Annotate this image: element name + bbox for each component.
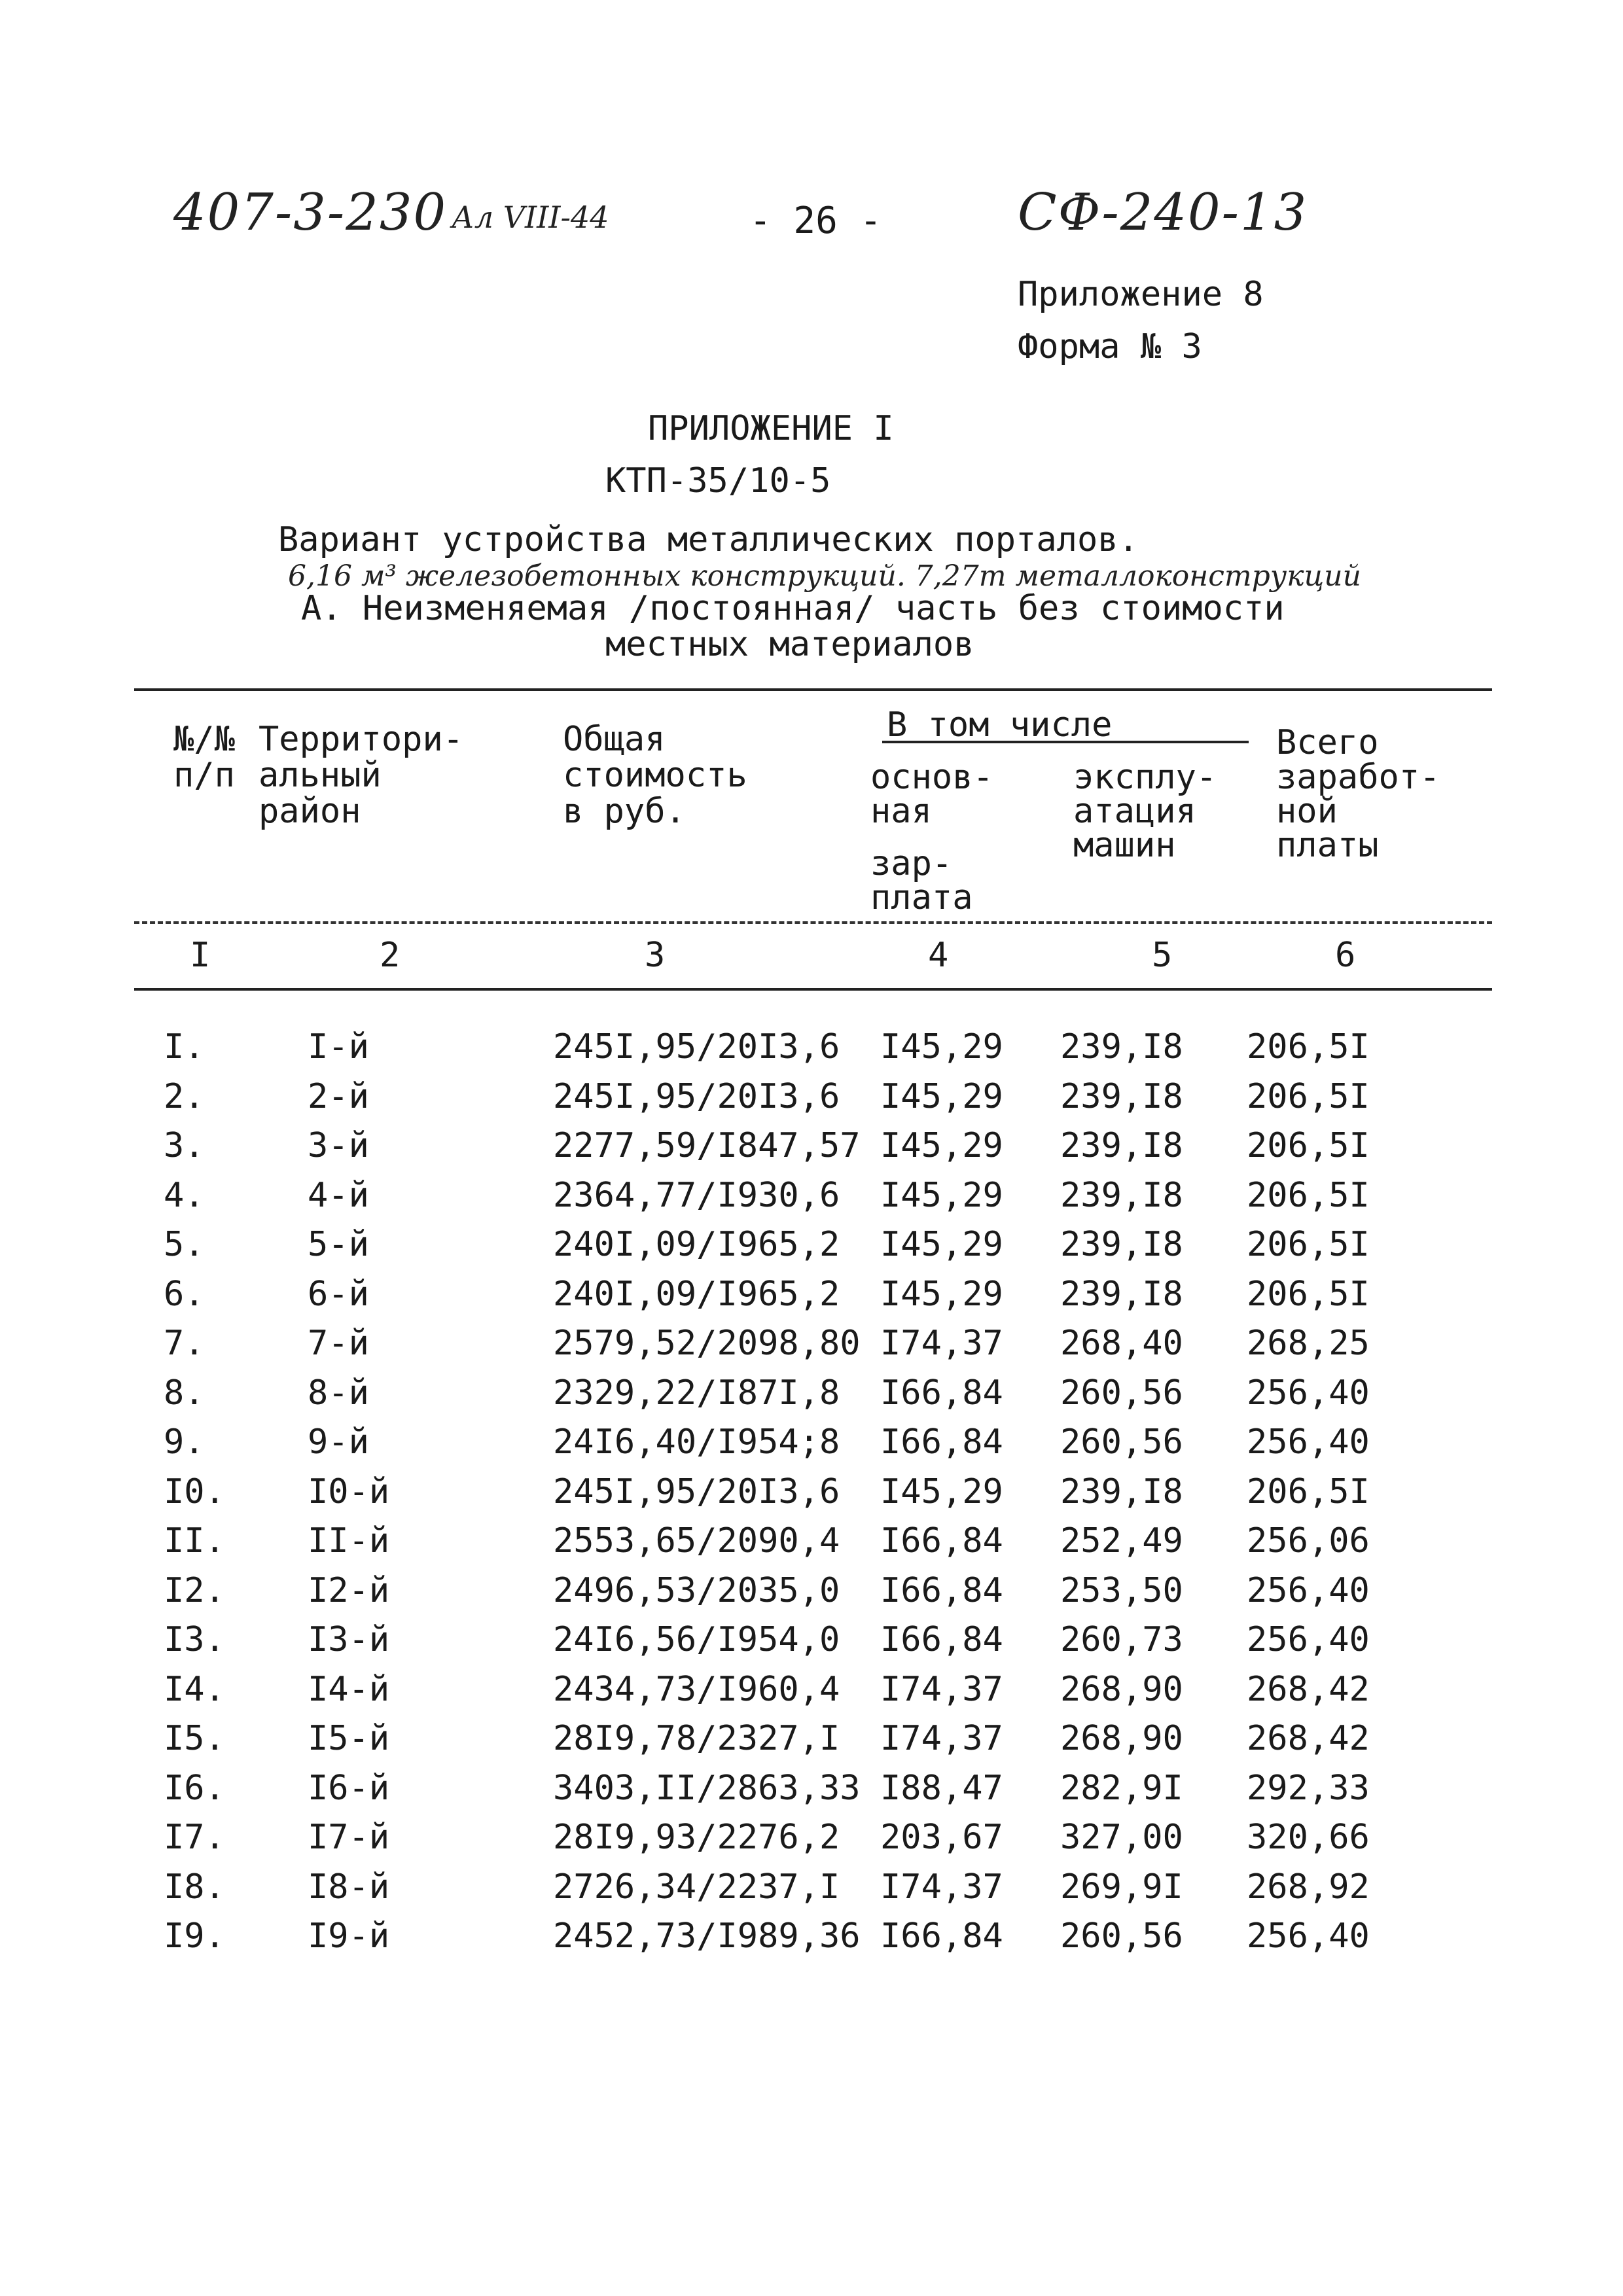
basic-wage-cell: I66,84 [880, 1422, 1003, 1462]
row-number: 7. [164, 1324, 205, 1363]
header-group: В том числе [887, 705, 1113, 745]
total-wage-cell: 206,5I [1247, 1076, 1370, 1116]
total-cost-cell: 28I9,93/2276,2 [553, 1818, 840, 1857]
variant-title: Вариант устройства металлических порталов. [278, 520, 1139, 559]
page-number: - 26 - [749, 200, 882, 242]
total-cost-cell: 28I9,78/2327,I [553, 1719, 840, 1758]
region-cell: I4-й [308, 1669, 390, 1709]
region-cell: 9-й [308, 1422, 369, 1462]
album-code: Ал VIII-44 [452, 200, 609, 235]
appendix-reference: Приложение 8 [1018, 275, 1264, 314]
machine-cost-cell: 239,I8 [1060, 1274, 1183, 1314]
column-number: 2 [380, 936, 401, 975]
document-code: 407-3-230 [173, 183, 448, 242]
header-bottom-rule [134, 921, 1492, 924]
basic-wage-cell: I45,29 [880, 1274, 1003, 1314]
region-cell: I9-й [308, 1916, 390, 1956]
row-number: I0. [164, 1472, 225, 1511]
total-cost-cell: 2553,65/2090,4 [553, 1521, 840, 1561]
total-wage-cell: 206,5I [1247, 1225, 1370, 1264]
machine-cost-cell: 252,49 [1060, 1521, 1183, 1561]
basic-wage-cell: I45,29 [880, 1472, 1003, 1511]
total-cost-cell: 2452,73/I989,36 [553, 1916, 861, 1956]
machine-cost-cell: 268,90 [1060, 1669, 1183, 1709]
column-numbers-rule [134, 988, 1492, 991]
region-cell: 7-й [308, 1324, 369, 1363]
total-cost-cell: 2364,77/I930,6 [553, 1175, 840, 1215]
row-number: I6. [164, 1768, 225, 1808]
header-basic-line2: ная [870, 792, 932, 831]
row-number: I2. [164, 1570, 225, 1610]
machine-cost-cell: 260,56 [1060, 1373, 1183, 1413]
row-number: I8. [164, 1867, 225, 1907]
total-cost-cell: 2434,73/I960,4 [553, 1669, 840, 1709]
row-number: 6. [164, 1274, 205, 1314]
part-description-cont: местных материалов [605, 625, 974, 664]
row-number: I4. [164, 1669, 225, 1709]
total-cost-cell: 240I,09/I965,2 [553, 1274, 840, 1314]
machine-cost-cell: 239,I8 [1060, 1472, 1183, 1511]
total-cost-cell: 24I6,56/I954,0 [553, 1620, 840, 1659]
total-cost-cell: 2277,59/I847,57 [553, 1126, 861, 1165]
header-machines-line1: эксплу- [1073, 758, 1217, 797]
header-region-line2: альный [259, 756, 382, 795]
machine-cost-cell: 239,I8 [1060, 1076, 1183, 1116]
region-cell: 2-й [308, 1076, 369, 1116]
total-wage-cell: 256,40 [1247, 1620, 1370, 1659]
row-number: I3. [164, 1620, 225, 1659]
header-region-line1: Территори- [259, 720, 464, 759]
basic-wage-cell: I66,84 [880, 1570, 1003, 1610]
total-cost-cell: 245I,95/20I3,6 [553, 1076, 840, 1116]
region-cell: I2-й [308, 1570, 390, 1610]
region-cell: 5-й [308, 1225, 369, 1264]
header-basic-line3: зар- [870, 844, 953, 883]
total-cost-cell: 2579,52/2098,80 [553, 1324, 861, 1363]
region-cell: I0-й [308, 1472, 390, 1511]
substation-type: КТП-35/10-5 [605, 461, 831, 501]
basic-wage-cell: I45,29 [880, 1175, 1003, 1215]
header-total-line3: в руб. [563, 792, 686, 831]
total-cost-cell: 2726,34/2237,I [553, 1867, 840, 1907]
row-number: I9. [164, 1916, 225, 1956]
total-wage-cell: 206,5I [1247, 1175, 1370, 1215]
total-cost-cell: 240I,09/I965,2 [553, 1225, 840, 1264]
basic-wage-cell: I74,37 [880, 1324, 1003, 1363]
row-number: I7. [164, 1818, 225, 1857]
region-cell: I7-й [308, 1818, 390, 1857]
machine-cost-cell: 268,90 [1060, 1719, 1183, 1758]
basic-wage-cell: I66,84 [880, 1373, 1003, 1413]
region-cell: I3-й [308, 1620, 390, 1659]
header-wages-line2: заработ- [1276, 758, 1440, 797]
total-wage-cell: 268,42 [1247, 1719, 1370, 1758]
column-number: 4 [928, 936, 949, 975]
header-basic-line4: плата [870, 878, 973, 917]
column-number: 6 [1335, 936, 1356, 975]
basic-wage-cell: I66,84 [880, 1620, 1003, 1659]
column-number: I [190, 936, 211, 975]
form-reference: Форма № 3 [1018, 327, 1202, 366]
machine-cost-cell: 239,I8 [1060, 1225, 1183, 1264]
machine-cost-cell: 239,I8 [1060, 1126, 1183, 1165]
total-wage-cell: 256,40 [1247, 1422, 1370, 1462]
machine-cost-cell: 260,56 [1060, 1916, 1183, 1956]
region-cell: I-й [308, 1027, 369, 1067]
handwritten-quantities: 6,16 м³ железобетонных конструкций. 7,27т металлоконструкций [288, 559, 1361, 593]
row-number: II. [164, 1521, 225, 1561]
header-num-line1: №/№ [173, 720, 235, 759]
row-number: I5. [164, 1719, 225, 1758]
total-wage-cell: 268,25 [1247, 1324, 1370, 1363]
column-number: 5 [1152, 936, 1173, 975]
basic-wage-cell: I45,29 [880, 1027, 1003, 1067]
column-number: 3 [645, 936, 666, 975]
row-number: 5. [164, 1225, 205, 1264]
total-cost-cell: 245I,95/20I3,6 [553, 1472, 840, 1511]
basic-wage-cell: I45,29 [880, 1126, 1003, 1165]
region-cell: I6-й [308, 1768, 390, 1808]
total-wage-cell: 320,66 [1247, 1818, 1370, 1857]
total-wage-cell: 292,33 [1247, 1768, 1370, 1808]
total-wage-cell: 268,42 [1247, 1669, 1370, 1709]
region-cell: 3-й [308, 1126, 369, 1165]
total-wage-cell: 206,5I [1247, 1126, 1370, 1165]
region-cell: 8-й [308, 1373, 369, 1413]
region-cell: II-й [308, 1521, 390, 1561]
machine-cost-cell: 260,56 [1060, 1422, 1183, 1462]
row-number: I. [164, 1027, 205, 1067]
basic-wage-cell: I88,47 [880, 1768, 1003, 1808]
basic-wage-cell: I74,37 [880, 1867, 1003, 1907]
total-cost-cell: 245I,95/20I3,6 [553, 1027, 840, 1067]
machine-cost-cell: 253,50 [1060, 1570, 1183, 1610]
header-wages-line1: Всего [1276, 723, 1379, 762]
basic-wage-cell: I74,37 [880, 1669, 1003, 1709]
basic-wage-cell: I66,84 [880, 1916, 1003, 1956]
row-number: 2. [164, 1076, 205, 1116]
basic-wage-cell: I66,84 [880, 1521, 1003, 1561]
basic-wage-cell: I45,29 [880, 1225, 1003, 1264]
header-total-line1: Общая [563, 720, 666, 759]
header-total-line2: стоимость [563, 756, 747, 795]
total-wage-cell: 206,5I [1247, 1027, 1370, 1067]
header-basic-line1: основ- [870, 758, 993, 797]
total-wage-cell: 256,40 [1247, 1570, 1370, 1610]
total-cost-cell: 24I6,40/I954;8 [553, 1422, 840, 1462]
row-number: 8. [164, 1373, 205, 1413]
machine-cost-cell: 327,00 [1060, 1818, 1183, 1857]
row-number: 9. [164, 1422, 205, 1462]
header-wages-line4: платы [1276, 826, 1379, 865]
region-cell: 4-й [308, 1175, 369, 1215]
total-wage-cell: 206,5I [1247, 1472, 1370, 1511]
machine-cost-cell: 239,I8 [1060, 1027, 1183, 1067]
total-cost-cell: 2496,53/2035,0 [553, 1570, 840, 1610]
total-cost-cell: 2329,22/I87I,8 [553, 1373, 840, 1413]
basic-wage-cell: I45,29 [880, 1076, 1003, 1116]
header-region-line3: район [259, 792, 361, 831]
header-machines-line2: атация [1073, 792, 1196, 831]
header-num-line2: п/п [173, 756, 235, 795]
part-description: А. Неизменяемая /постоянная/ часть без стоимости [301, 589, 1285, 628]
region-cell: I8-й [308, 1867, 390, 1907]
row-number: 3. [164, 1126, 205, 1165]
appendix-heading: ПРИЛОЖЕНИЕ I [648, 409, 894, 448]
machine-cost-cell: 239,I8 [1060, 1175, 1183, 1215]
total-wage-cell: 206,5I [1247, 1274, 1370, 1314]
row-number: 4. [164, 1175, 205, 1215]
header-wages-line3: ной [1276, 792, 1338, 831]
basic-wage-cell: 203,67 [880, 1818, 1003, 1857]
machine-cost-cell: 268,40 [1060, 1324, 1183, 1363]
region-cell: I5-й [308, 1719, 390, 1758]
total-wage-cell: 256,06 [1247, 1521, 1370, 1561]
machine-cost-cell: 269,9I [1060, 1867, 1183, 1907]
header-machines-line3: машин [1073, 826, 1176, 865]
sheet-code: СФ-240-13 [1018, 183, 1308, 242]
machine-cost-cell: 282,9I [1060, 1768, 1183, 1808]
total-wage-cell: 256,40 [1247, 1916, 1370, 1956]
total-cost-cell: 3403,II/2863,33 [553, 1768, 861, 1808]
table-top-rule [134, 688, 1492, 691]
basic-wage-cell: I74,37 [880, 1719, 1003, 1758]
region-cell: 6-й [308, 1274, 369, 1314]
total-wage-cell: 256,40 [1247, 1373, 1370, 1413]
total-wage-cell: 268,92 [1247, 1867, 1370, 1907]
machine-cost-cell: 260,73 [1060, 1620, 1183, 1659]
